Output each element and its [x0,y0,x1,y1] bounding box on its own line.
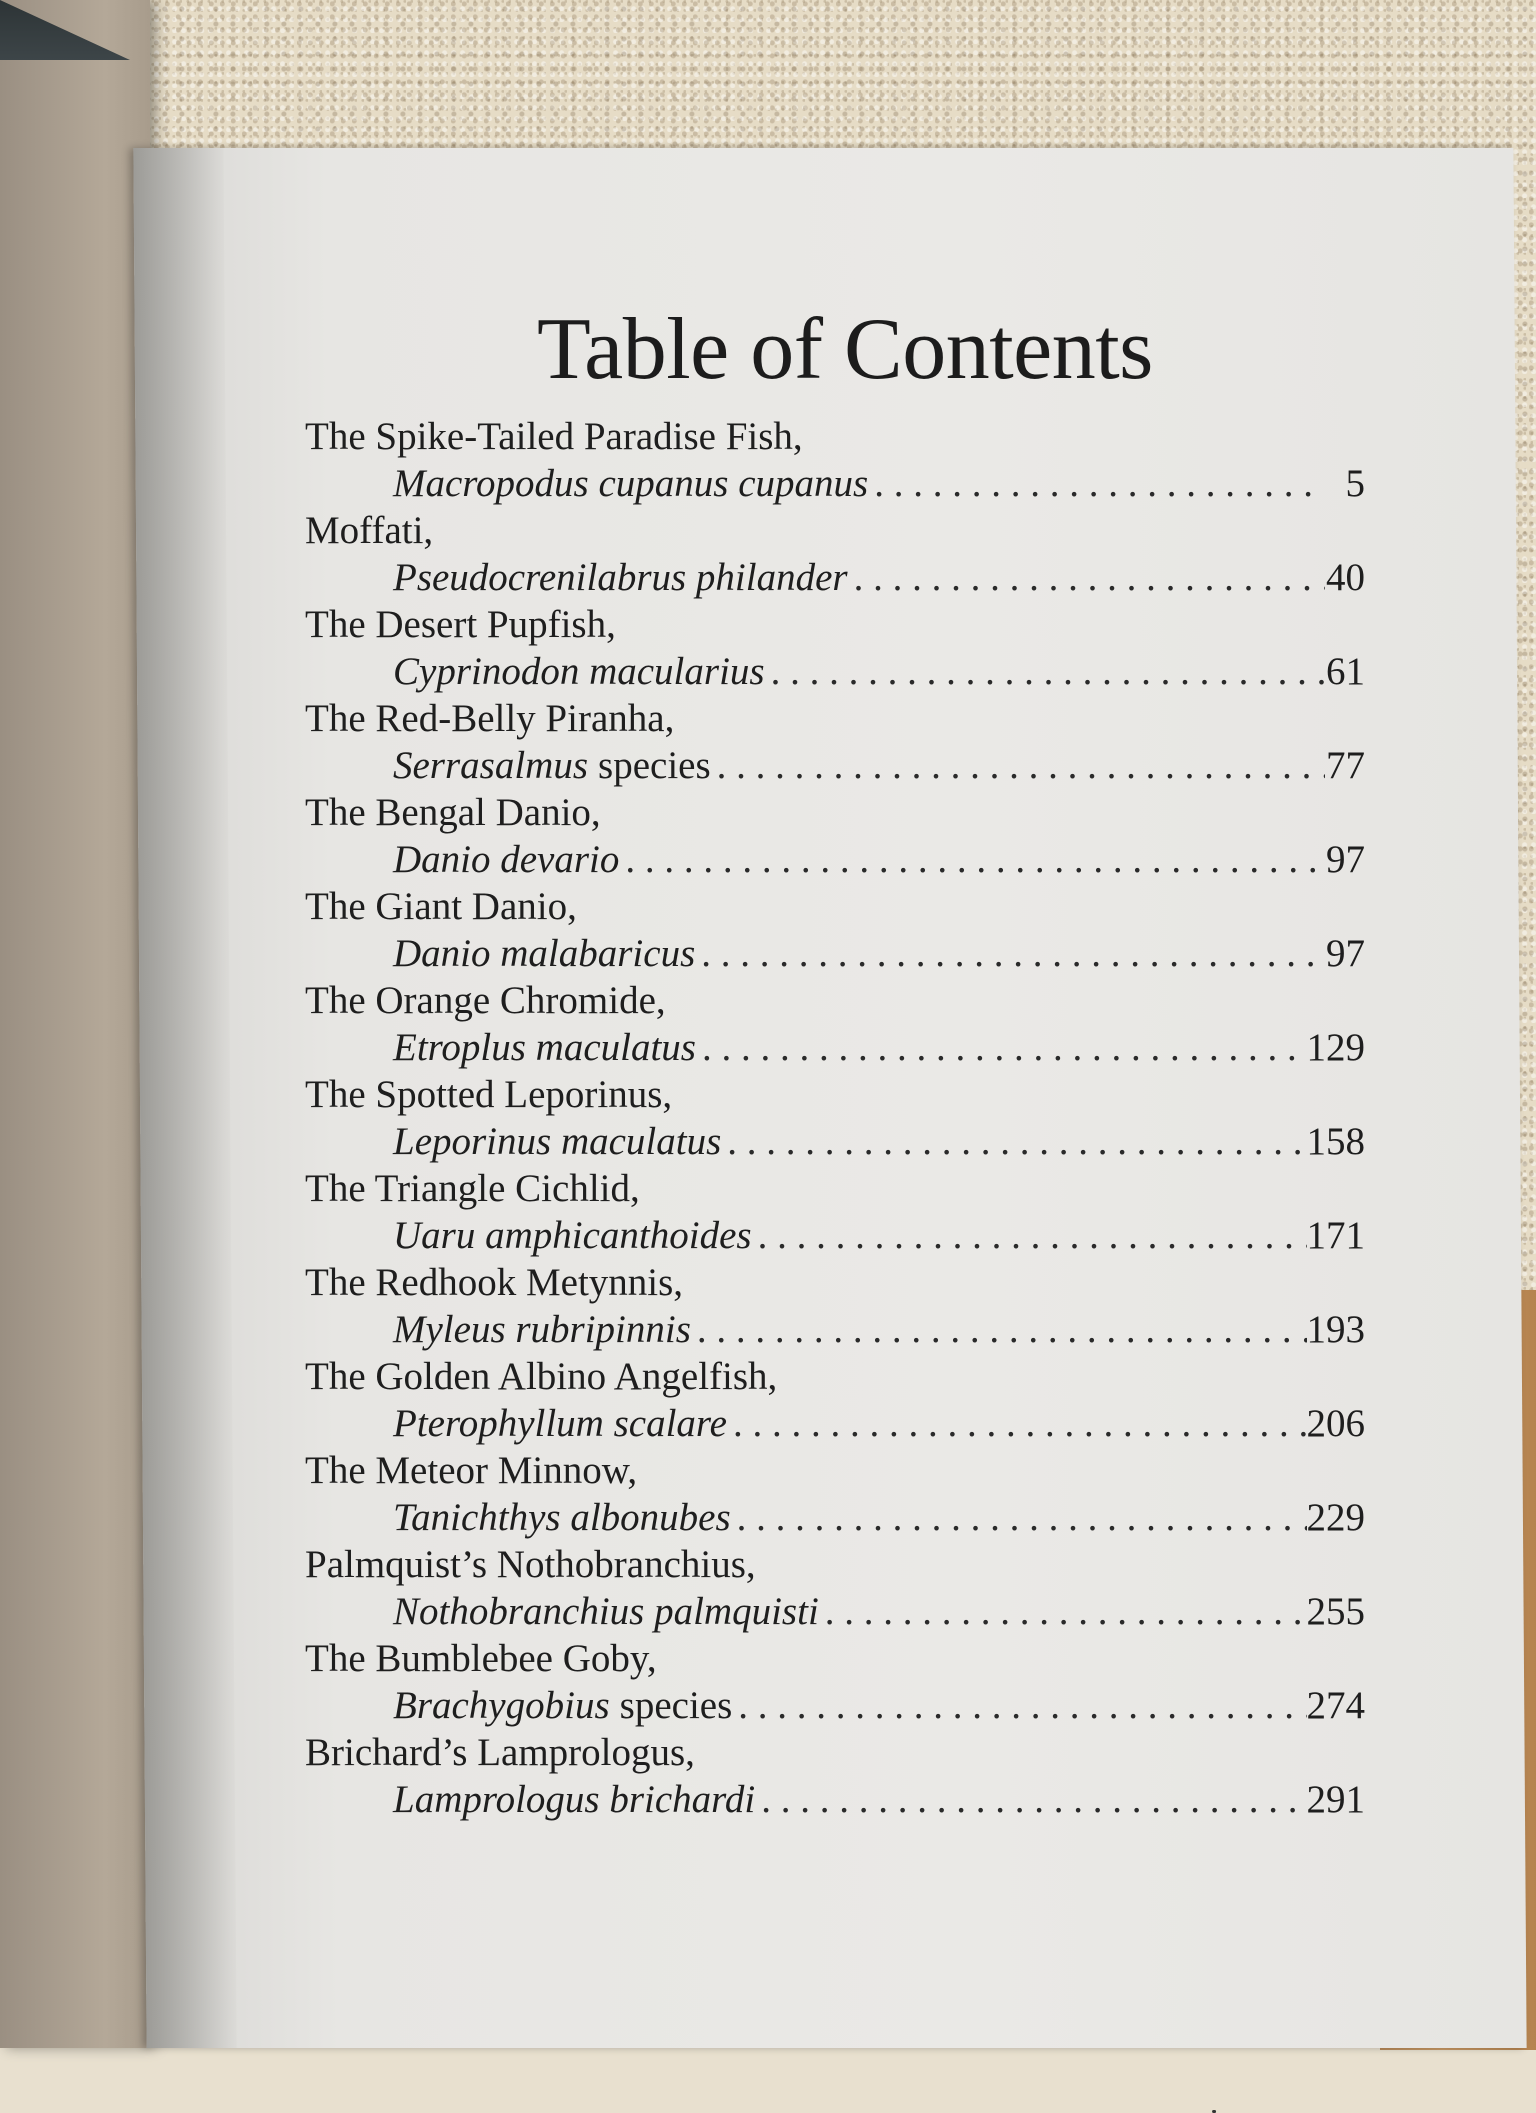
toc-entry-page-number: 5 [1345,462,1365,505]
toc-entry-page-number: 291 [1306,1778,1365,1821]
toc-entry-scientific-row [305,742,1365,790]
toc-entry-common-name: The Golden Albino Angelfish, [305,1355,778,1398]
dot-leader [619,836,1325,884]
toc-entry-common-name: The Redhook Metynnis, [305,1261,684,1304]
page-title: Table of Contents [537,301,1153,398]
toc-entry-scientific-name: Lamprologus brichardi [393,1778,756,1821]
toc-entry-page-number: 61 [1326,650,1365,693]
toc-entry-scientific-row [305,1212,1365,1260]
toc-entry-page-number: 193 [1306,1308,1365,1351]
toc-entry-page-number: 255 [1306,1590,1365,1633]
toc-entry-common-name: Brichard’s Lamprologus, [305,1731,695,1774]
toc-entry-scientific-row [305,1400,1365,1448]
toc-entry-common-name: The Desert Pupfish, [305,603,616,646]
toc-entry [305,1260,1365,1354]
toc-entry-page-number: 171 [1306,1214,1365,1257]
toc-list [305,414,1365,1824]
toc-entry-page-number: 206 [1306,1402,1365,1445]
toc-entry [305,978,1365,1072]
dot-leader [695,930,1325,978]
toc-entry-scientific-name: Serrasalmus [393,744,589,787]
toc-entry-common-name: The Spike-Tailed Paradise Fish, [305,415,803,458]
toc-entry-suffix: species [619,1684,733,1727]
toc-entry-common-name: The Triangle Cichlid, [305,1167,640,1210]
toc-entry-scientific-row [305,1682,1365,1730]
toc-entry-common-name: The Giant Danio, [305,885,577,928]
toc-entry-scientific-name: Pterophyllum scalare [393,1402,727,1445]
toc-entry-scientific-row [305,1494,1365,1542]
toc-entry [305,602,1365,696]
book-cover-edge [0,0,150,2048]
toc-entry-scientific-name: Myleus rubripinnis [393,1308,691,1351]
toc-entry [305,1072,1365,1166]
dot-leader [752,1212,1307,1260]
toc-entry-scientific-name: Etroplus maculatus [393,1026,696,1069]
toc-entry-scientific-name: Macropodus cupanus cupanus [393,462,869,505]
toc-entry-page-number: 97 [1326,932,1365,975]
toc-entry-scientific-row [305,648,1365,696]
toc-entry [305,884,1365,978]
toc-entry-common-name: Palmquist’s Nothobranchius, [305,1543,756,1586]
dot-leader [755,1776,1306,1824]
page-gutter-shadow [133,148,236,2048]
toc-entry-scientific-row [305,836,1365,884]
toc-entry-scientific-name: Tanichthys albonubes [393,1496,731,1539]
toc-entry-page-number: 274 [1306,1684,1365,1727]
toc-entry-common-name: The Red-Belly Piranha, [305,697,675,740]
toc-entry-scientific-row [305,460,1365,508]
toc-entry-scientific-name: Danio devario [393,838,620,881]
toc-entry-scientific-name: Uaru amphicanthoides [393,1214,752,1257]
dot-leader [765,648,1325,696]
toc-entry [305,790,1365,884]
dot-leader [731,1494,1307,1542]
toc-entry-scientific-row [305,554,1365,602]
dot-leader [819,1588,1307,1636]
toc-entry-page-number: 77 [1326,744,1365,787]
toc-entry [305,1542,1365,1636]
dot-leader [868,460,1325,508]
toc-entry [305,1166,1365,1260]
dot-leader [721,1118,1306,1166]
toc-entry-page-number: 40 [1326,556,1365,599]
toc-entry-common-name: Moffati, [305,509,434,552]
toc-entry-scientific-row [305,1588,1365,1636]
toc-entry-common-name: The Orange Chromide, [305,979,666,1022]
dot-leader [848,554,1325,602]
toc-entry [305,1354,1365,1448]
toc-entry-common-name: The Meteor Minnow, [305,1449,638,1492]
toc-entry-suffix: species [598,744,711,787]
toc-entry-scientific-name: Nothobranchius palmquisti [393,1590,819,1633]
toc-entry-scientific-name: Cyprinodon macularius [393,650,765,693]
toc-entry-scientific-name: Danio malabaricus [393,932,696,975]
toc-entry-scientific-row [305,1024,1365,1072]
toc-entry-scientific-name: Pseudocrenilabrus philander [393,556,848,599]
toc-entry [305,1448,1365,1542]
dot-leader [727,1400,1307,1448]
toc-entry-page-number: 97 [1326,838,1365,881]
toc-entry [305,508,1365,602]
toc-entry-scientific-name: Brachygobius [393,1684,610,1727]
toc-entry-page-number: 129 [1306,1026,1365,1069]
toc-entry-scientific-name: Leporinus maculatus [393,1120,722,1163]
toc-entry [305,414,1365,508]
toc-entry-common-name: The Bumblebee Goby, [305,1637,657,1680]
toc-entry [305,1730,1365,1824]
toc-entry-scientific-row [305,1118,1365,1166]
dot-leader [691,1306,1307,1354]
toc-entry-scientific-row [305,1776,1365,1824]
toc-entry-common-name: The Spotted Leporinus, [305,1073,673,1116]
toc-entry-scientific-row [305,930,1365,978]
toc-entry-common-name: The Bengal Danio, [305,791,601,834]
toc-entry [305,1636,1365,1730]
toc-entry-scientific-row [305,1306,1365,1354]
dot-leader [696,1024,1307,1072]
toc-entry-page-number: 158 [1306,1120,1365,1163]
toc-entry [305,696,1365,790]
table-of-contents [305,301,1365,1824]
dot-leader [732,1682,1306,1730]
toc-entry-page-number: 229 [1306,1496,1365,1539]
dot-leader [711,742,1325,790]
